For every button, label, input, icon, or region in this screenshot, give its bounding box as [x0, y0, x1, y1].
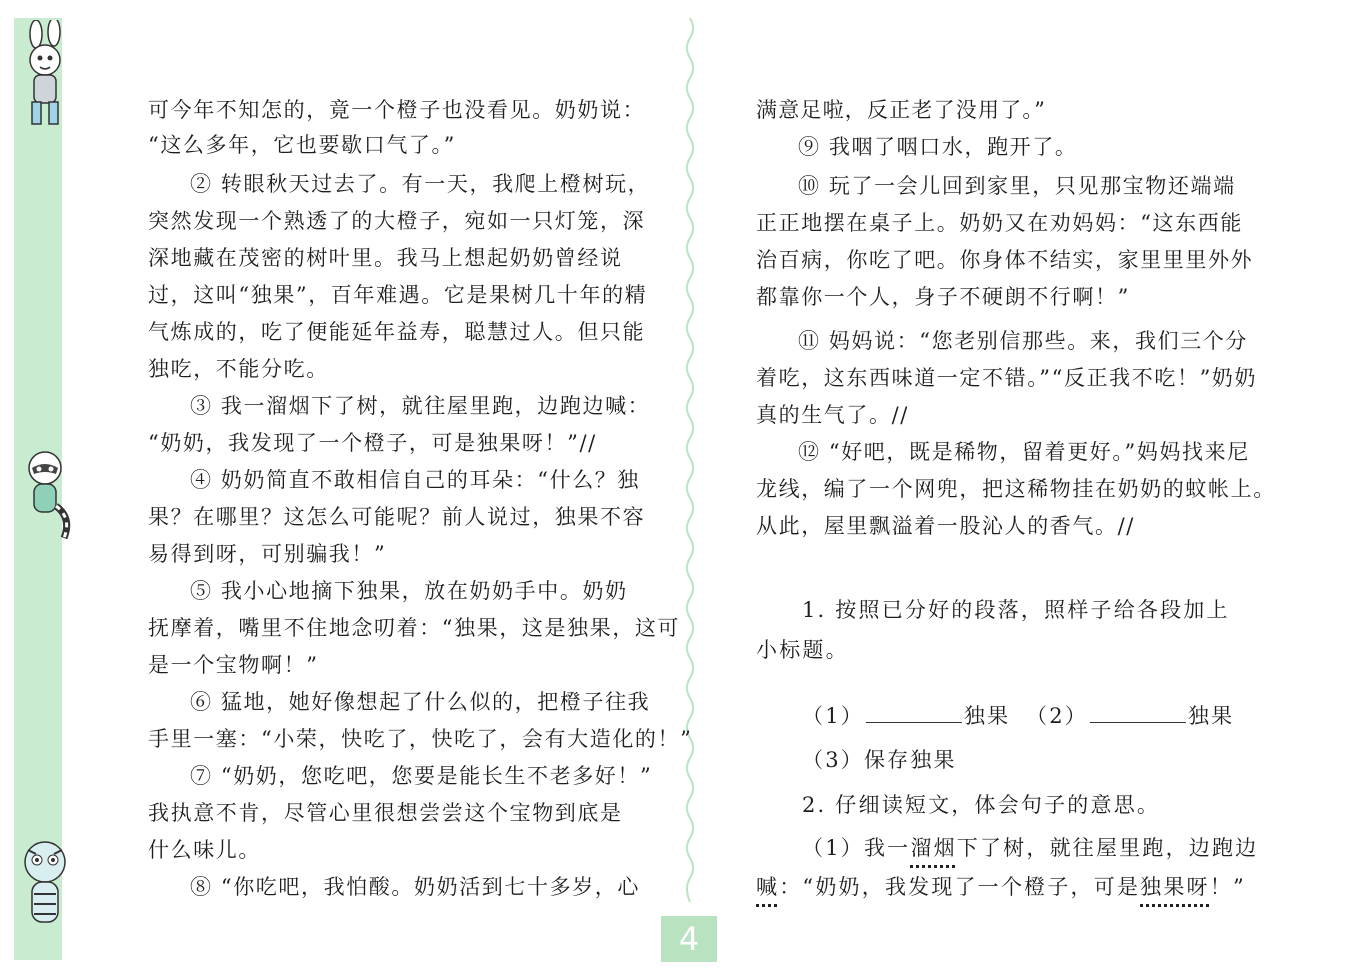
answer-item-3: （3）保存独果 — [802, 748, 957, 772]
question-2-sub-1-line-1 — [802, 832, 1258, 862]
text-line: 是一个宝物啊！” — [148, 653, 319, 677]
text-line: 可今年不知怎的，竟一个橙子也没看见。奶奶说： — [148, 98, 646, 122]
text-line: “这么多年，它也要歇口气了。” — [148, 133, 456, 157]
answer-item-2 — [1026, 700, 1234, 730]
paragraph-10-start: ⑩ 玩了一会儿回到家里，只见那宝物还端端 — [798, 174, 1236, 198]
paragraph-6-start: ⑥ 猛地，她好像想起了什么似的，把橙子往我 — [190, 690, 651, 714]
paragraph-3-start: ③ 我一溜烟下了树，就往屋里跑，边跑边喊： — [190, 394, 651, 418]
paragraph-8-start: ⑧ “你吃吧，我怕酸。奶奶活到七十多岁，心 — [190, 875, 641, 899]
answer-blank-1[interactable] — [866, 704, 962, 723]
text-line: “奶奶，我发现了一个橙子，可是独果呀！”// — [148, 431, 597, 455]
sub1-prefix: （1）我一 — [802, 836, 911, 860]
text-line: 真的生气了。// — [756, 403, 909, 427]
page-number: 4 — [661, 916, 717, 962]
text-line: 从此，屋里飘溢着一股沁人的香气。// — [756, 514, 1135, 538]
paragraph-2-start: ② 转眼秋天过去了。有一天，我爬上橙树玩， — [190, 172, 651, 196]
item-1-number: （1） — [802, 704, 864, 728]
answer-blank-2[interactable] — [1090, 704, 1186, 723]
sub1-line2-text: ：“奶奶，我发现了一个橙子，可是 — [779, 875, 1141, 899]
text-line: 都靠你一个人，身子不硬朗不行啊！” — [756, 285, 1130, 309]
text-line: 易得到呀，可别骗我！” — [148, 542, 387, 566]
text-line: 深地藏在茂密的树叶里。我马上想起奶奶曾经说 — [148, 246, 623, 270]
text-line: 抚摩着，嘴里不住地念叨着：“独果，这是独果，这可 — [148, 616, 681, 640]
emphasized-word: 喊 — [756, 875, 780, 899]
text-line: 果？在哪里？这怎么可能呢？前人说过，独果不容 — [148, 505, 646, 529]
question-2: 2. 仔细读短文，体会句子的意思。 — [802, 793, 1161, 817]
tiger-illustration — [10, 822, 80, 947]
item-2-number: （2） — [1026, 704, 1088, 728]
rabbit-illustration — [10, 20, 80, 132]
paragraph-4-start: ④ 奶奶简直不敢相信自己的耳朵：“什么？独 — [190, 468, 641, 492]
paragraph-9: ⑨ 我咽了咽口水，跑开了。 — [798, 135, 1078, 159]
emphasized-phrase-2: 独果呀 — [1140, 875, 1210, 899]
emphasized-phrase: 溜烟 — [910, 836, 957, 860]
text-line: 什么味儿。 — [148, 838, 261, 862]
text-line: 正正地摆在桌子上。奶奶又在劝妈妈：“这东西能 — [756, 211, 1243, 235]
text-line: 我执意不肯，尽管心里很想尝尝这个宝物到底是 — [148, 801, 623, 825]
question-1-line-2: 小标题。 — [756, 638, 849, 662]
paragraph-12-start: ⑫ “好吧，既是稀物，留着更好。”妈妈找来尼 — [798, 440, 1250, 464]
text-line: 突然发现一个熟透了的大橙子，宛如一只灯笼，深 — [148, 209, 646, 233]
raccoon-illustration — [10, 440, 80, 545]
text-line: 着吃，这东西味道一定不错。”“反正我不吃！”奶奶 — [756, 366, 1258, 390]
answer-item-1 — [802, 700, 1010, 730]
item-2-suffix: 独果 — [1187, 704, 1235, 728]
question-1-line-1: 1. 按照已分好的段落，照样子给各段加上 — [802, 598, 1230, 622]
paragraph-5-start: ⑤ 我小心地摘下独果，放在奶奶手中。奶奶 — [190, 579, 628, 603]
book-spine-divider — [684, 18, 696, 902]
paragraph-11-start: ⑪ 妈妈说：“您老别信那些。来，我们三个分 — [798, 329, 1249, 353]
question-2-sub-1-line-2 — [756, 871, 1246, 901]
sub1-rest: 下了树，就往屋里跑，边跑边 — [956, 836, 1259, 860]
sub1-line2-end: ！” — [1209, 875, 1246, 899]
text-line: 独吃，不能分吃。 — [148, 357, 329, 381]
text-line: 手里一塞：“小荣，快吃了，快吃了，会有大造化的！” — [148, 727, 693, 751]
item-1-suffix: 独果 — [963, 704, 1011, 728]
text-line: 过，这叫“独果”，百年难遇。它是果树几十年的精 — [148, 283, 648, 307]
text-line: 治百病，你吃了吧。你身体不结实，家里里里外外 — [756, 248, 1254, 272]
text-line: 气炼成的，吃了便能延年益寿，聪慧过人。但只能 — [148, 320, 646, 344]
text-line: 满意足啦，反正老了没用了。” — [756, 98, 1047, 122]
paragraph-7-start: ⑦ “奶奶，您吃吧，您要是能长生不老多好！” — [190, 764, 653, 788]
text-line: 龙线，编了一个网兜，把这稀物挂在奶奶的蚊帐上。 — [756, 477, 1276, 501]
